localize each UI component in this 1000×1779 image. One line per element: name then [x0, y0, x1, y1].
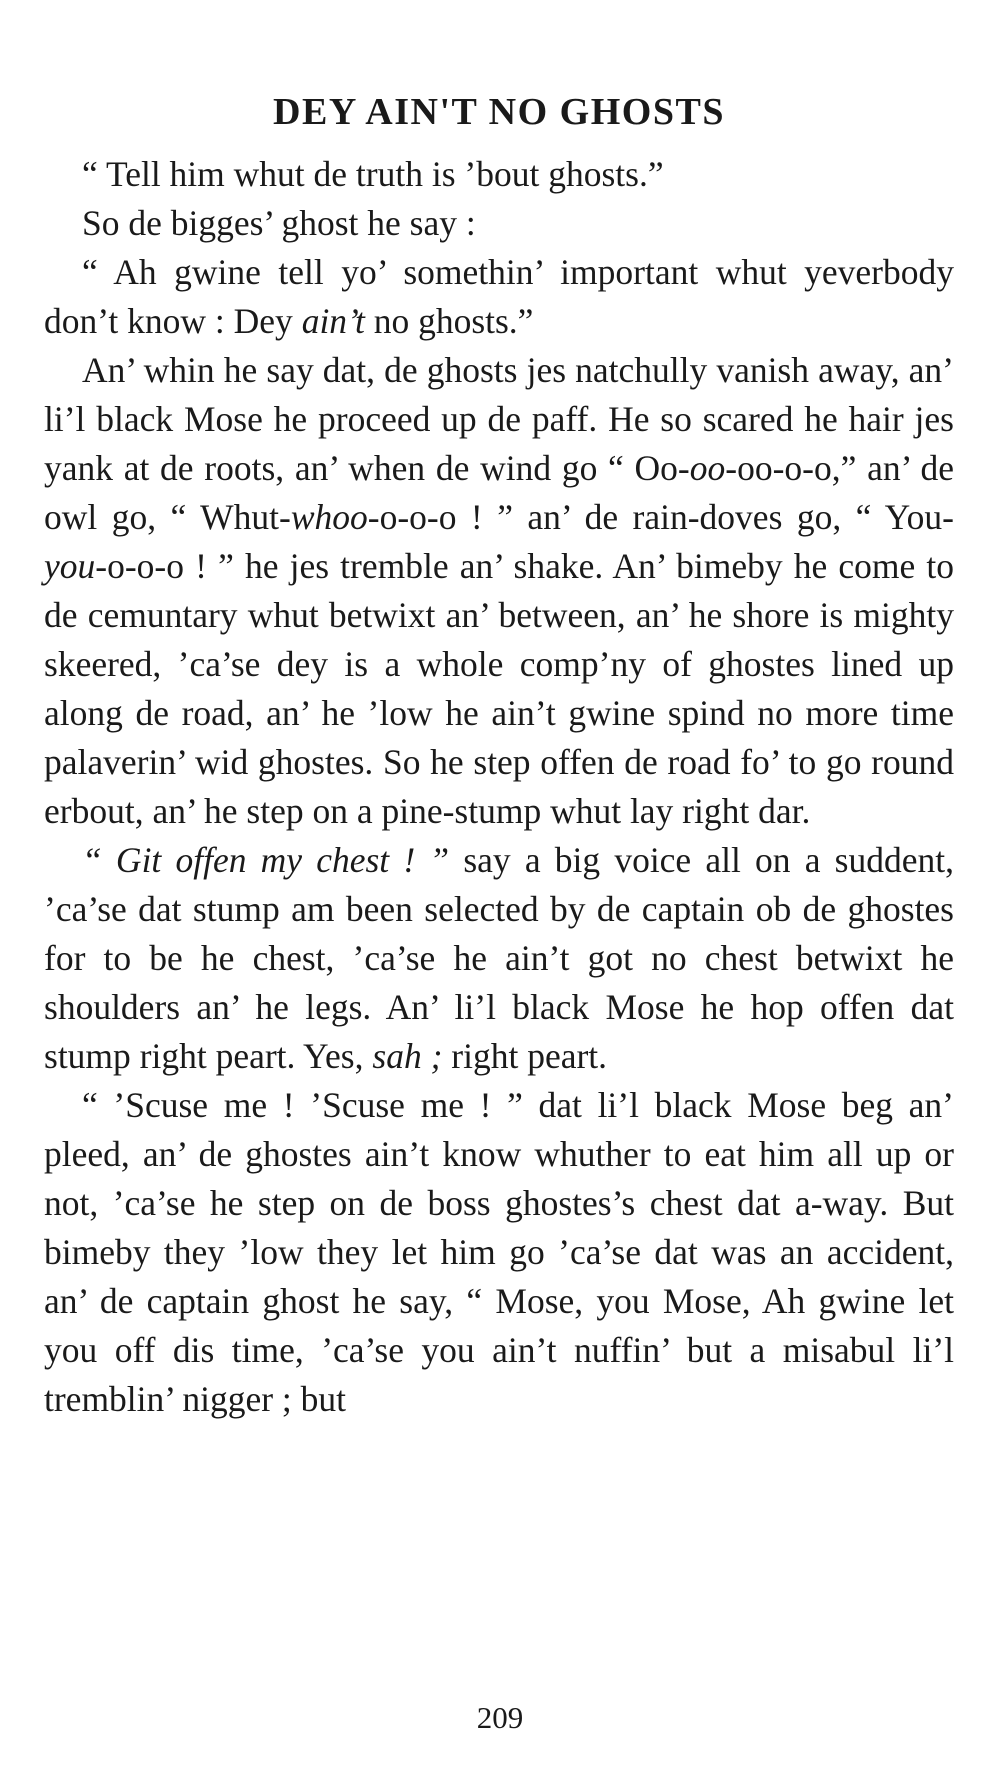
text-run: -o-o-o ! ” he jes tremble an’ shake. An’ bimeby he come to de cemuntary whut betwixt an’ between, an’ he shore is mighty skeered, ’ca’se dey is a whole comp’ny of ghostes lined up along de road, an’ he ’low he ain’t gwine spind no more time palaverin’ wid ghostes. So he step offen de road fo’ to go round erbout, an’ he step on a pine-stump whut lay right dar. — [44, 546, 954, 831]
italic-run: sah ; — [372, 1036, 443, 1076]
text-run: say a big voice all on a suddent, ’ca’se dat stump am been selected by de captain ob de ghostes for to be he chest, ’ca’se he ain’t got no chest betwixt he shoulders an’ he legs. An’ li’l black Mose he hop offen dat stump right peart. Yes, — [44, 840, 954, 1076]
text-run: -o-o-o ! ” an’ de rain-doves go, “ You- — [367, 497, 954, 537]
text-run: “ ’Scuse me ! ’Scuse me ! ” dat li’l black Mose beg an’ pleed, an’ de ghostes ain’t know whuther to eat him all up or not, ’ca’se he step on de boss ghostes’s chest dat a-way. But bimeby they ’low they let him go ’ca’se dat was an accident, an’ de captain ghost he say, “ Mose, you Mose, Ah gwine let you off dis time, ’ca’se you ain’t nuffin’ but a misabul li’l tremblin’ nigger ; but — [44, 1085, 954, 1419]
paragraph — [44, 248, 954, 346]
italic-run: “ Git offen my chest ! ” — [82, 840, 450, 880]
body-text — [44, 150, 954, 1424]
running-head: DEY AIN'T NO GHOSTS — [273, 91, 725, 133]
text-run: -oo-o-o,” an’ de owl go, “ Whut- — [44, 448, 954, 537]
paragraph — [44, 150, 954, 199]
italic-run: ain’t — [301, 301, 365, 341]
italic-run: you — [44, 546, 96, 586]
text-run: So de bigges’ ghost he say : — [82, 203, 476, 243]
text-run: no ghosts.” — [364, 301, 534, 341]
text-run: “ Tell him whut de truth is ’bout ghosts.” — [82, 154, 664, 194]
book-page — [44, 88, 954, 1424]
text-run: right peart. — [442, 1036, 608, 1076]
paragraph — [44, 199, 954, 248]
italic-run: whoo — [290, 497, 368, 537]
text-run: An’ whin he say dat, de ghosts jes natchully vanish away, an’ li’l black Mose he proceed up de paff. He so scared he hair jes yank at de roots, an’ when de wind go “ Oo- — [44, 350, 954, 488]
italic-run: oo — [689, 448, 726, 488]
paragraph — [44, 836, 954, 1081]
text-run: “ Ah gwine tell yo’ somethin’ important whut yeverbody don’t know : Dey — [44, 252, 954, 341]
paragraph — [44, 1081, 954, 1424]
paragraph — [44, 346, 954, 836]
page-number: 209 — [476, 1700, 524, 1735]
